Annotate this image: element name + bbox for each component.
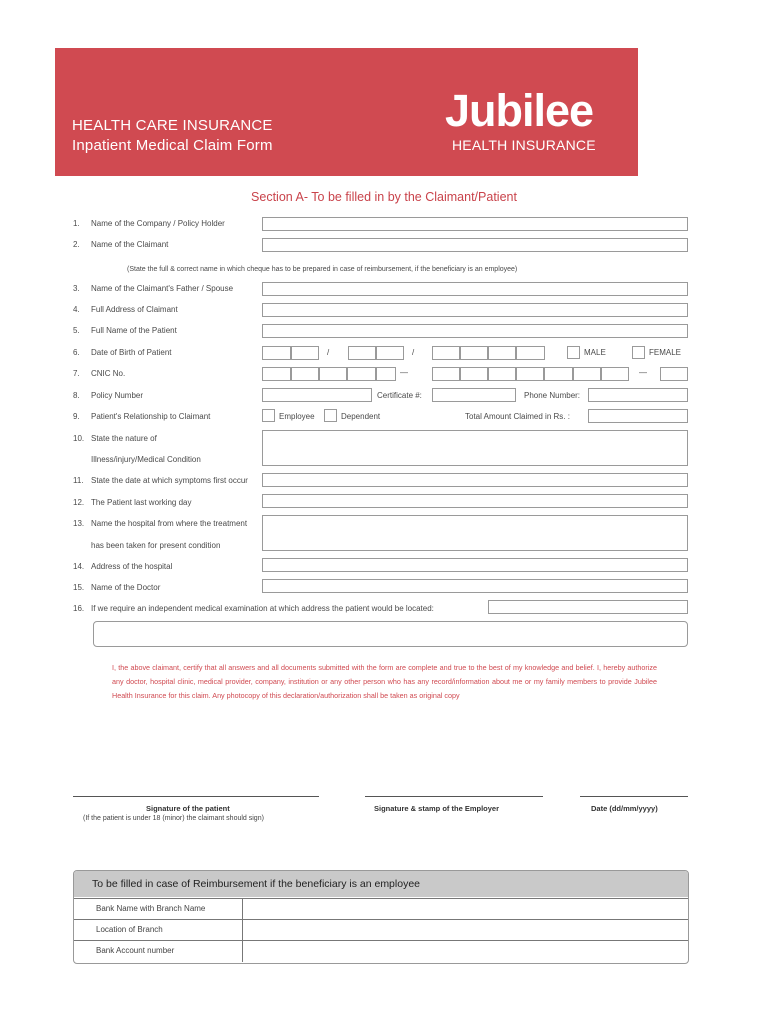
logo-subtitle: HEALTH INSURANCE xyxy=(452,137,596,153)
header-subtitle: Inpatient Medical Claim Form xyxy=(72,137,273,154)
company-policy-holder-input[interactable] xyxy=(262,217,688,231)
row-divider xyxy=(242,899,243,920)
cnic-digit-box[interactable] xyxy=(460,367,488,381)
dob-digit-box[interactable] xyxy=(460,346,488,360)
row-divider xyxy=(242,920,243,941)
declaration-text: I, the above claimant, certify that all answers and all documents submitted with the form are complete and true to the best of my knowledge and belief. I, hereby authorize any doctor, hospital clinic, medical provider, company, institution or any other person who has any record/information about me or my family members to provide Jubilee Health Insurance for this claim. Any photocopy of this declaration/authorization shall be taken as original copy xyxy=(112,663,657,700)
field-label: Name of the Claimant's Father / Spouse xyxy=(91,284,234,293)
branch-location-row[interactable] xyxy=(74,919,688,940)
cnic-digit-box[interactable] xyxy=(601,367,629,381)
branch-location-label: Location of Branch xyxy=(96,925,163,934)
field-number: 9. xyxy=(73,412,80,421)
field-label: Name the hospital from where the treatment xyxy=(91,519,248,528)
field-number: 13. xyxy=(73,519,85,528)
illness-nature-input[interactable] xyxy=(262,430,688,466)
dependent-checkbox[interactable] xyxy=(324,409,337,422)
field-label: Full Address of Claimant xyxy=(91,305,178,314)
dob-digit-box[interactable] xyxy=(488,346,516,360)
phone-label: Phone Number: xyxy=(524,391,581,400)
dob-digit-box[interactable] xyxy=(516,346,545,360)
employer-signature-line[interactable] xyxy=(365,796,543,797)
field-label: If we require an independent medical examination at which address the patient would be located: xyxy=(91,604,434,613)
account-number-row[interactable] xyxy=(74,940,688,961)
cnic-digit-box[interactable] xyxy=(291,367,319,381)
last-working-day-input[interactable] xyxy=(262,494,688,508)
reimbursement-section xyxy=(73,870,689,964)
father-spouse-input[interactable] xyxy=(262,282,688,296)
hospital-name-input[interactable] xyxy=(262,515,688,551)
jubilee-logo: Jubilee xyxy=(445,85,594,136)
dob-digit-box[interactable] xyxy=(291,346,319,360)
employer-signature-label: Signature & stamp of the Employer xyxy=(374,804,500,813)
certificate-input[interactable] xyxy=(432,388,516,402)
doctor-name-input[interactable] xyxy=(262,579,688,593)
patient-signature-note: (If the patient is under 18 (minor) the claimant should sign) xyxy=(83,815,264,822)
header-title: HEALTH CARE INSURANCE xyxy=(72,117,273,134)
field-number: 6. xyxy=(73,348,80,357)
account-number-label: Bank Account number xyxy=(96,946,175,955)
field-number: 11. xyxy=(73,476,84,485)
female-checkbox[interactable] xyxy=(632,346,645,359)
cnic-digit-box[interactable] xyxy=(660,367,688,381)
field-label: Name of the Doctor xyxy=(91,583,161,592)
field-label: Date of Birth of Patient xyxy=(91,348,172,357)
field-number: 15. xyxy=(73,583,85,592)
date-signature-line[interactable] xyxy=(580,796,688,797)
phone-number-input[interactable] xyxy=(588,388,688,402)
field-number: 4. xyxy=(73,305,80,314)
field-label: State the nature of xyxy=(91,434,157,443)
female-label: FEMALE xyxy=(649,348,682,357)
male-label: MALE xyxy=(584,348,606,357)
patient-signature-label: Signature of the patient xyxy=(146,804,230,813)
field-label: Name of the Claimant xyxy=(91,240,169,249)
date-label: Date (dd/mm/yyyy) xyxy=(591,804,658,813)
cnic-separator: — xyxy=(400,368,408,377)
field-label: Policy Number xyxy=(91,391,144,400)
dob-digit-box[interactable] xyxy=(262,346,291,360)
examination-address-extended-input[interactable] xyxy=(93,621,688,647)
field-number: 14. xyxy=(73,562,85,571)
field-number: 16. xyxy=(73,604,85,613)
bank-name-row[interactable] xyxy=(74,898,688,919)
cnic-digit-box[interactable] xyxy=(573,367,601,381)
cnic-digit-box[interactable] xyxy=(376,367,396,381)
dob-digit-box[interactable] xyxy=(432,346,460,360)
cnic-separator: — xyxy=(639,368,647,377)
field-label: Name of the Company / Policy Holder xyxy=(91,219,225,228)
dob-digit-box[interactable] xyxy=(376,346,404,360)
total-amount-label: Total Amount Claimed in Rs. : xyxy=(465,412,570,421)
claimant-name-input[interactable] xyxy=(262,238,688,252)
cnic-digit-box[interactable] xyxy=(544,367,573,381)
patient-name-input[interactable] xyxy=(262,324,688,338)
male-checkbox[interactable] xyxy=(567,346,580,359)
date-separator: / xyxy=(412,348,415,357)
hospital-address-input[interactable] xyxy=(262,558,688,572)
certificate-label: Certificate #: xyxy=(377,391,422,400)
field-label-continued: has been taken for present condition xyxy=(91,541,221,550)
cnic-digit-box[interactable] xyxy=(347,367,376,381)
reimbursement-title: To be filled in case of Reimbursement if the beneficiary is an employee xyxy=(92,878,421,890)
field-number: 3. xyxy=(73,284,80,293)
field-number: 8. xyxy=(73,391,80,400)
employee-checkbox[interactable] xyxy=(262,409,275,422)
field-label: The Patient last working day xyxy=(91,498,192,507)
field-number: 10. xyxy=(73,434,85,443)
dependent-label: Dependent xyxy=(341,412,381,421)
cnic-digit-box[interactable] xyxy=(516,367,544,381)
cnic-digit-box[interactable] xyxy=(262,367,291,381)
field-label: Full Name of the Patient xyxy=(91,326,177,335)
examination-address-input[interactable] xyxy=(488,600,688,614)
total-amount-input[interactable] xyxy=(588,409,688,423)
field-label: Patient's Relationship to Claimant xyxy=(91,412,211,421)
row-divider xyxy=(242,941,243,962)
claimant-address-input[interactable] xyxy=(262,303,688,317)
field-label: State the date at which symptoms first occur xyxy=(91,476,248,485)
field-label: Address of the hospital xyxy=(91,562,173,571)
field-number: 7. xyxy=(73,369,80,378)
cnic-digit-box[interactable] xyxy=(488,367,516,381)
cnic-digit-box[interactable] xyxy=(432,367,460,381)
date-separator: / xyxy=(327,348,330,357)
field-number: 1. xyxy=(73,219,80,228)
field-label-continued: Illness/injury/Medical Condition xyxy=(91,455,201,464)
claimant-note: (State the full & correct name in which cheque has to be prepared in case of reimbursement, if the beneficiary is an employee) xyxy=(127,266,518,273)
cnic-digit-box[interactable] xyxy=(319,367,347,381)
symptoms-date-input[interactable] xyxy=(262,473,688,487)
field-label: CNIC No. xyxy=(91,369,126,378)
field-number: 12. xyxy=(73,498,85,507)
dob-digit-box[interactable] xyxy=(348,346,376,360)
patient-signature-line[interactable] xyxy=(73,796,319,797)
field-number: 5. xyxy=(73,326,80,335)
employee-label: Employee xyxy=(279,412,315,421)
section-title: Section A- To be filled in by the Claimant/Patient xyxy=(251,190,517,204)
header-banner xyxy=(55,48,638,176)
policy-number-input[interactable] xyxy=(262,388,372,402)
bank-name-label: Bank Name with Branch Name xyxy=(96,904,206,913)
reimbursement-header xyxy=(74,871,688,897)
field-number: 2. xyxy=(73,240,80,249)
